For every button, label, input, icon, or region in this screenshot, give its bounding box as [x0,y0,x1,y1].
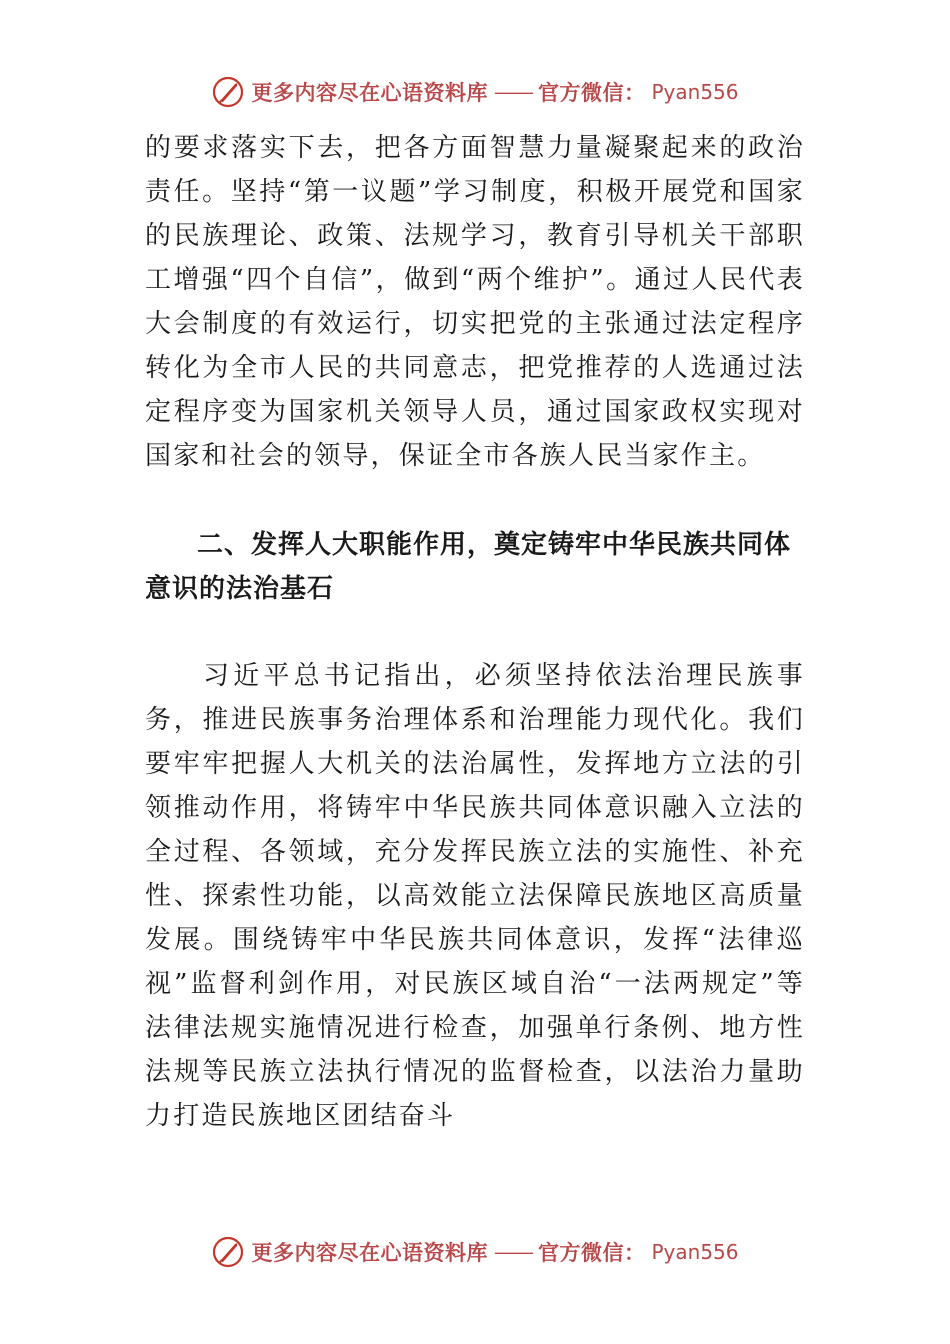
watermark-account: Pyan556 [651,80,739,104]
watermark-text: 更多内容尽在心语资料库 [251,1240,488,1265]
watermark-label: 官方微信： [537,80,646,105]
paragraph-2 [145,654,805,1138]
watermark-text: 更多内容尽在心语资料库 [251,80,488,105]
quill-logo-icon [211,75,245,109]
watermark-label: 官方微信： [537,1240,646,1265]
watermark-dash: —— [493,1240,532,1264]
section-heading: 二、发挥人大职能作用，奠定铸牢中华民族共同体意识的法治基石 [145,530,792,604]
paragraph-1-text: 的要求落实下去，把各方面智慧力量凝聚起来的政治责任。坚持“第一议题”学习制度，积极开展党和国家的民族理论、政策、法规学习，教育引导机关干部职工增强“四个自信”，做到“两个维护”。通过人民代表大会制度的有效运行，切实把党的主张通过法定程序转化为全市人民的共同意志，把党推荐的人选通过法定程序变为国家机关领导人员，通过国家政权实现对国家和社会的领导，保证全市各族人民当家作主。 [145,133,805,471]
paragraph-2-text: 习近平总书记指出，必须坚持依法治理民族事务，推进民族事务治理体系和治理能力现代化。我们要牢牢把握人大机关的法治属性，发挥地方立法的引领推动作用，将铸牢中华民族共同体意识融入立法的全过程、各领域，充分发挥民族立法的实施性、补充性、探索性功能，以高效能立法保障民族地区高质量发展。围绕铸牢中华民族共同体意识，发挥“法律巡视”监督利剑作用，对民族区域自治“一法两规定”等法律法规实施情况进行检查，加强单行条例、地方性法规等民族立法执行情况的监督检查，以法治力量助力打造民族地区团结奋斗 [145,661,805,1131]
watermark-account: Pyan556 [651,1240,739,1264]
quill-logo-icon [211,1235,245,1269]
watermark-footer [0,1232,950,1272]
paragraph-1 [145,126,805,478]
watermark-dash: —— [493,80,532,104]
watermark-header [0,72,950,112]
